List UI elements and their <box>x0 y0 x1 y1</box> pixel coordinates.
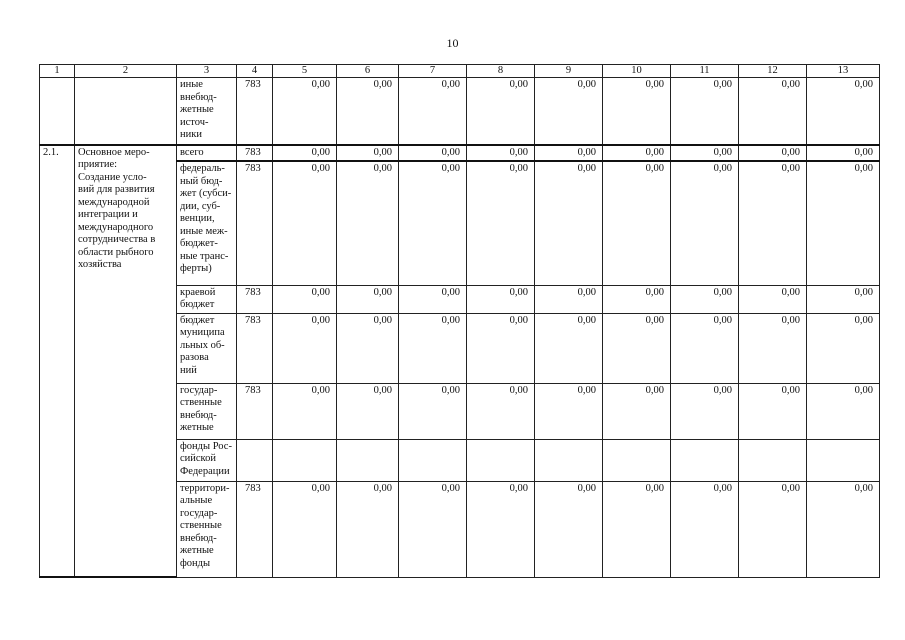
value-cell: 0,00 <box>739 78 807 145</box>
value-cell: 0,00 <box>807 481 880 577</box>
funding-source: иные внебюд- жетные источ- ники <box>177 78 237 145</box>
value-cell: 0,00 <box>399 383 467 439</box>
header-row <box>40 65 880 78</box>
funding-source: территори- альные государ- ственные внебюд- жетные фонды <box>177 481 237 577</box>
value-cell: 0,00 <box>337 383 399 439</box>
value-cell: 0,00 <box>535 313 603 383</box>
value-cell: 0,00 <box>807 145 880 162</box>
value-cell: 0,00 <box>467 285 535 313</box>
row-number <box>40 78 75 145</box>
value-cell: 0,00 <box>467 161 535 285</box>
value-cell: 0,00 <box>337 161 399 285</box>
funding-source: всего <box>177 145 237 162</box>
value-cell: 0,00 <box>467 145 535 162</box>
value-cell: 0,00 <box>739 161 807 285</box>
header-cell: 4 <box>237 65 273 78</box>
value-cell: 0,00 <box>273 161 337 285</box>
value-cell: 0,00 <box>603 145 671 162</box>
value-cell: 0,00 <box>273 313 337 383</box>
value-cell <box>739 439 807 481</box>
funding-source: федераль- ный бюд- жет (субси- дии, суб- венции, иные меж- бюджет- ные транс- ферты) <box>177 161 237 285</box>
code-cell: 783 <box>237 285 273 313</box>
header-cell: 1 <box>40 65 75 78</box>
value-cell: 0,00 <box>739 383 807 439</box>
code-cell: 783 <box>237 161 273 285</box>
value-cell <box>273 439 337 481</box>
value-cell <box>467 439 535 481</box>
value-cell: 0,00 <box>337 285 399 313</box>
measure-name <box>75 78 177 145</box>
header-cell: 11 <box>671 65 739 78</box>
code-cell: 783 <box>237 78 273 145</box>
funding-source: бюджет муниципа льных об- разова ний <box>177 313 237 383</box>
value-cell: 0,00 <box>807 313 880 383</box>
value-cell: 0,00 <box>399 285 467 313</box>
value-cell: 0,00 <box>671 285 739 313</box>
header-cell: 3 <box>177 65 237 78</box>
value-cell: 0,00 <box>807 78 880 145</box>
value-cell: 0,00 <box>671 78 739 145</box>
budget-table <box>39 64 880 578</box>
header-cell: 5 <box>273 65 337 78</box>
value-cell: 0,00 <box>671 383 739 439</box>
funding-source: государ- ственные внебюд- жетные <box>177 383 237 439</box>
table-row <box>40 145 880 162</box>
code-cell: 783 <box>237 145 273 162</box>
value-cell: 0,00 <box>467 481 535 577</box>
value-cell: 0,00 <box>273 481 337 577</box>
value-cell: 0,00 <box>671 481 739 577</box>
value-cell: 0,00 <box>337 78 399 145</box>
value-cell <box>399 439 467 481</box>
value-cell: 0,00 <box>603 285 671 313</box>
value-cell: 0,00 <box>739 313 807 383</box>
header-cell: 9 <box>535 65 603 78</box>
value-cell <box>671 439 739 481</box>
value-cell: 0,00 <box>603 313 671 383</box>
value-cell <box>603 439 671 481</box>
value-cell: 0,00 <box>399 481 467 577</box>
value-cell: 0,00 <box>399 161 467 285</box>
value-cell: 0,00 <box>535 145 603 162</box>
value-cell: 0,00 <box>273 383 337 439</box>
header-cell: 8 <box>467 65 535 78</box>
value-cell: 0,00 <box>739 481 807 577</box>
value-cell: 0,00 <box>337 313 399 383</box>
value-cell: 0,00 <box>535 383 603 439</box>
value-cell: 0,00 <box>467 383 535 439</box>
header-cell: 7 <box>399 65 467 78</box>
value-cell: 0,00 <box>807 161 880 285</box>
value-cell: 0,00 <box>467 78 535 145</box>
value-cell: 0,00 <box>603 161 671 285</box>
value-cell: 0,00 <box>739 145 807 162</box>
value-cell: 0,00 <box>671 161 739 285</box>
value-cell: 0,00 <box>535 78 603 145</box>
value-cell: 0,00 <box>807 285 880 313</box>
value-cell: 0,00 <box>399 78 467 145</box>
value-cell: 0,00 <box>535 161 603 285</box>
value-cell: 0,00 <box>671 313 739 383</box>
funding-source: фонды Рос- сийской Федерации <box>177 439 237 481</box>
value-cell <box>337 439 399 481</box>
value-cell: 0,00 <box>399 145 467 162</box>
page-number: 10 <box>446 36 459 50</box>
value-cell: 0,00 <box>671 145 739 162</box>
code-cell: 783 <box>237 481 273 577</box>
value-cell: 0,00 <box>603 78 671 145</box>
value-cell: 0,00 <box>603 383 671 439</box>
header-cell: 12 <box>739 65 807 78</box>
header-cell: 13 <box>807 65 880 78</box>
value-cell: 0,00 <box>337 145 399 162</box>
value-cell: 0,00 <box>807 383 880 439</box>
code-cell <box>237 439 273 481</box>
table-row <box>40 78 880 145</box>
value-cell <box>535 439 603 481</box>
value-cell: 0,00 <box>535 285 603 313</box>
code-cell: 783 <box>237 313 273 383</box>
value-cell: 0,00 <box>273 145 337 162</box>
measure-name: Основное меро- приятие: Создание усло- вий для развития международной интеграции и международного сотрудничества в области рыбного хозяйства <box>75 145 177 578</box>
funding-source: краевой бюджет <box>177 285 237 313</box>
header-cell: 2 <box>75 65 177 78</box>
value-cell: 0,00 <box>739 285 807 313</box>
value-cell: 0,00 <box>273 285 337 313</box>
value-cell <box>807 439 880 481</box>
value-cell: 0,00 <box>337 481 399 577</box>
value-cell: 0,00 <box>273 78 337 145</box>
code-cell: 783 <box>237 383 273 439</box>
value-cell: 0,00 <box>603 481 671 577</box>
value-cell: 0,00 <box>535 481 603 577</box>
value-cell: 0,00 <box>399 313 467 383</box>
header-cell: 6 <box>337 65 399 78</box>
value-cell: 0,00 <box>467 313 535 383</box>
header-cell: 10 <box>603 65 671 78</box>
row-number: 2.1. <box>40 145 75 578</box>
